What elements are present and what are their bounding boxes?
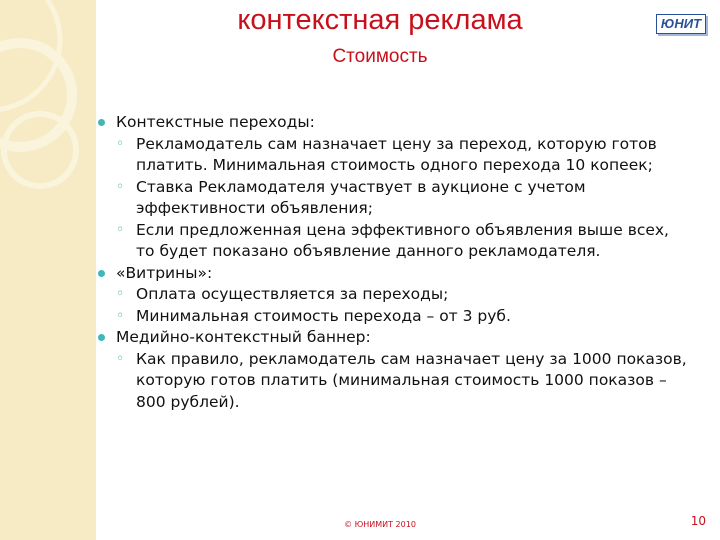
bullet-item: Медийно-контекстный баннер:: [98, 327, 688, 349]
sub-bullet-item: ◦ Как правило, рекламодатель сам назначает цену за 1000 показов, которую готов платить (минимальная стоимость 1000 показов – 800 рублей).: [98, 349, 688, 414]
slide-subtitle: Стоимость: [332, 46, 428, 67]
bullet-item: Контекстные переходы:: [98, 112, 688, 134]
sub-bullet-item: ◦ Оплата осуществляется за переходы;: [98, 284, 688, 306]
decorative-side-panel: [0, 0, 96, 540]
bullet-list: [98, 112, 688, 413]
sub-bullet-item: ◦ Рекламодатель сам назначает цену за переход, которую готов платить. Минимальная стоимость одного перехода 10 копеек;: [98, 134, 688, 177]
sub-bullet-item: ◦ Ставка Рекламодателя участвует в аукционе с учетом эффективности объявления;: [98, 177, 688, 220]
footer-copyright: © ЮНИМИТ 2010: [344, 520, 416, 529]
bullet-item: «Витрины»:: [98, 263, 688, 285]
slide-title: контекстная реклама: [237, 4, 523, 36]
decorative-circles: [0, 0, 96, 540]
sub-bullet-item: ◦ Если предложенная цена эффективного объявления выше всех, то будет показано объявление данного рекламодателя.: [98, 220, 688, 263]
company-logo: ЮНИТ: [656, 14, 706, 34]
sub-bullet-item: ◦ Минимальная стоимость перехода – от 3 руб.: [98, 306, 688, 328]
page-number: 10: [690, 514, 706, 528]
